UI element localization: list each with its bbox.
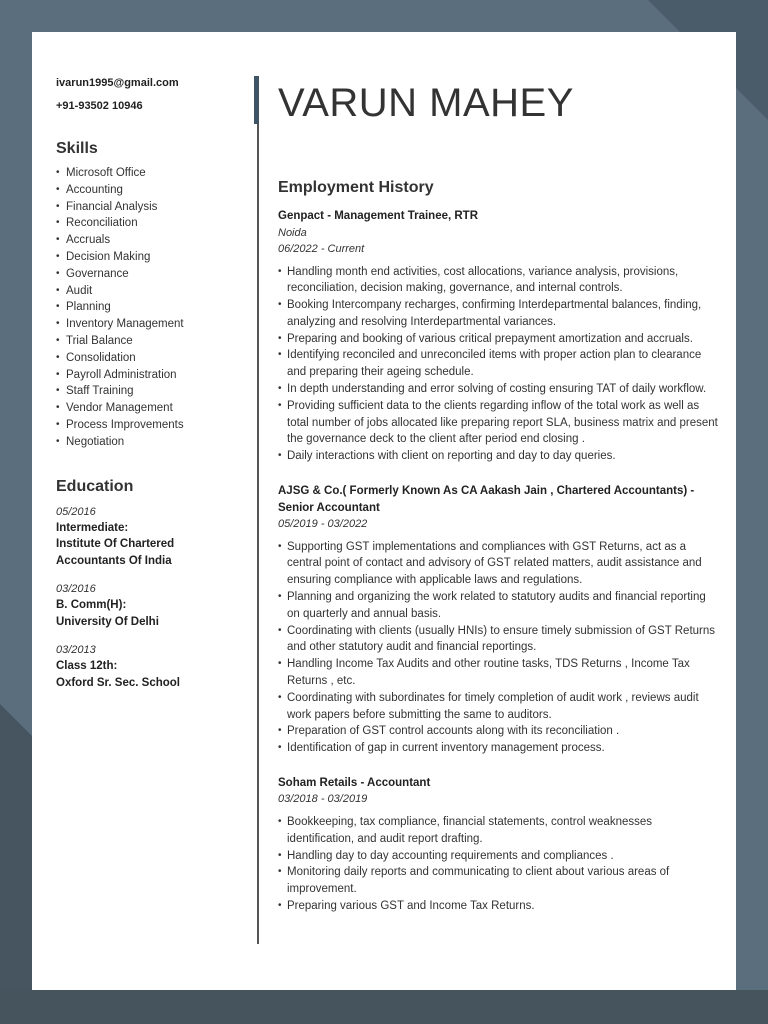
skill-item: • Vendor Management xyxy=(56,400,236,417)
skills-list xyxy=(56,165,236,451)
job-entry xyxy=(278,208,718,465)
contact-email[interactable]: ivarun1995@gmail.com xyxy=(56,77,179,89)
job-bullets xyxy=(278,539,718,757)
job-bullet: • Preparation of GST control accounts along with its reconciliation . xyxy=(278,723,718,740)
education-degree: Class 12th: xyxy=(56,660,118,673)
education-item xyxy=(56,581,236,630)
skill-item: • Negotiation xyxy=(56,434,236,451)
skill-item: • Inventory Management xyxy=(56,316,236,333)
skill-item: • Governance xyxy=(56,266,236,283)
job-bullet: • Handling day to day accounting requirements and compliances . xyxy=(278,848,718,865)
job-bullet: • Providing sufficient data to the clients regarding inflow of the total work as well as total number of jobs allocated like preparing report SLA, business matrix and present the governance deck to the client after period end closing . xyxy=(278,398,718,448)
skill-item: • Accruals xyxy=(56,232,236,249)
left-column xyxy=(56,76,236,691)
skill-item: • Process Improvements xyxy=(56,417,236,434)
job-date: 03/2018 - 03/2019 xyxy=(278,793,368,806)
skill-item: • Payroll Administration xyxy=(56,367,236,384)
job-bullet: • Handling month end activities, cost allocations, variance analysis, provisions, reconciliation, decision making, governance, and internal controls. xyxy=(278,264,718,298)
education-item xyxy=(56,504,236,570)
job-bullet: • Identifying reconciled and unreconciled items with proper action plan to clearance and preparing their ageing schedule. xyxy=(278,347,718,381)
job-entry xyxy=(278,775,718,915)
job-location: Noida xyxy=(278,226,307,239)
job-bullet: • Coordinating with clients (usually HNIs) to ensure timely submission of GST Returns and other statutory audit and financial reportings. xyxy=(278,623,718,657)
job-bullet: • Daily interactions with client on reporting and day to day queries. xyxy=(278,448,718,465)
education-institution: University Of Delhi xyxy=(56,615,159,628)
education-institution: Institute Of Chartered Accountants Of India xyxy=(56,538,175,567)
employment-list xyxy=(278,208,718,915)
job-bullet: • Bookkeeping, tax compliance, financial statements, control weaknesses identification, and audit report drafting. xyxy=(278,814,718,848)
job-title: Genpact - Management Trainee, RTR xyxy=(278,210,479,222)
job-bullet: • In depth understanding and error solving of costing ensuring TAT of daily workflow. xyxy=(278,381,718,398)
skill-item: • Microsoft Office xyxy=(56,165,236,182)
job-bullet: • Monitoring daily reports and communicating to client about various areas of improvement. xyxy=(278,864,718,898)
job-title: Soham Retails - Accountant xyxy=(278,776,431,789)
candidate-name: VARUN MAHEY xyxy=(278,81,574,125)
resume-page xyxy=(32,32,736,990)
education-degree: Intermediate: xyxy=(56,521,129,534)
skills-heading: Skills xyxy=(56,140,98,157)
job-bullet: • Preparing various GST and Income Tax Returns. xyxy=(278,898,718,915)
column-divider xyxy=(257,78,259,944)
education-date: 05/2016 xyxy=(56,505,96,518)
employment-heading: Employment History xyxy=(278,179,434,196)
education-date: 03/2013 xyxy=(56,644,96,657)
skill-item: • Decision Making xyxy=(56,249,236,266)
skill-item: • Consolidation xyxy=(56,350,236,367)
job-bullet: • Planning and organizing the work related to statutory audits and financial reporting on quarterly and annual basis. xyxy=(278,589,718,623)
skill-item: • Planning xyxy=(56,299,236,316)
job-entry xyxy=(278,483,718,757)
job-bullet: • Identification of gap in current inventory management process. xyxy=(278,740,718,757)
education-institution: Oxford Sr. Sec. School xyxy=(56,676,180,689)
job-bullet: • Booking Intercompany recharges, confirming Interdepartmental balances, finding, analyzing and resolving Interdepartmental variances. xyxy=(278,297,718,331)
education-heading: Education xyxy=(56,477,134,495)
job-bullet: • Coordinating with subordinates for timely completion of audit work , reviews audit work papers before submitting the same to auditors. xyxy=(278,690,718,724)
skill-item: • Financial Analysis xyxy=(56,199,236,216)
skill-item: • Accounting xyxy=(56,182,236,199)
job-bullet: • Handling Income Tax Audits and other routine tasks, TDS Returns , Income Tax Returns , etc. xyxy=(278,656,718,690)
right-column xyxy=(278,80,718,915)
name-accent-bar xyxy=(254,76,259,124)
job-bullets xyxy=(278,264,718,466)
job-date: 05/2019 - 03/2022 xyxy=(278,518,368,531)
skill-item: • Reconciliation xyxy=(56,215,236,232)
job-bullets xyxy=(278,814,718,915)
contact-phone[interactable]: +91-93502 10946 xyxy=(56,100,143,112)
skill-item: • Trial Balance xyxy=(56,333,236,350)
job-bullet: • Preparing and booking of various critical prepayment amortization and accruals. xyxy=(278,331,718,348)
education-list xyxy=(56,504,236,692)
education-date: 03/2016 xyxy=(56,583,96,596)
skill-item: • Audit xyxy=(56,283,236,300)
job-title: AJSG & Co.( Formerly Known As CA Aakash Jain , Chartered Accountants) - Senior Accountant xyxy=(278,485,695,514)
education-item xyxy=(56,642,236,691)
job-date: 06/2022 - Current xyxy=(278,243,365,255)
job-bullet: • Supporting GST implementations and compliances with GST Returns, act as a central point of contact and advisory of GST related matters, audit assistance and ensuring compliance with applicable laws and regulations. xyxy=(278,539,718,589)
education-degree: B. Comm(H): xyxy=(56,599,127,612)
background-bottom-band xyxy=(0,990,768,1024)
skill-item: • Staff Training xyxy=(56,383,236,400)
